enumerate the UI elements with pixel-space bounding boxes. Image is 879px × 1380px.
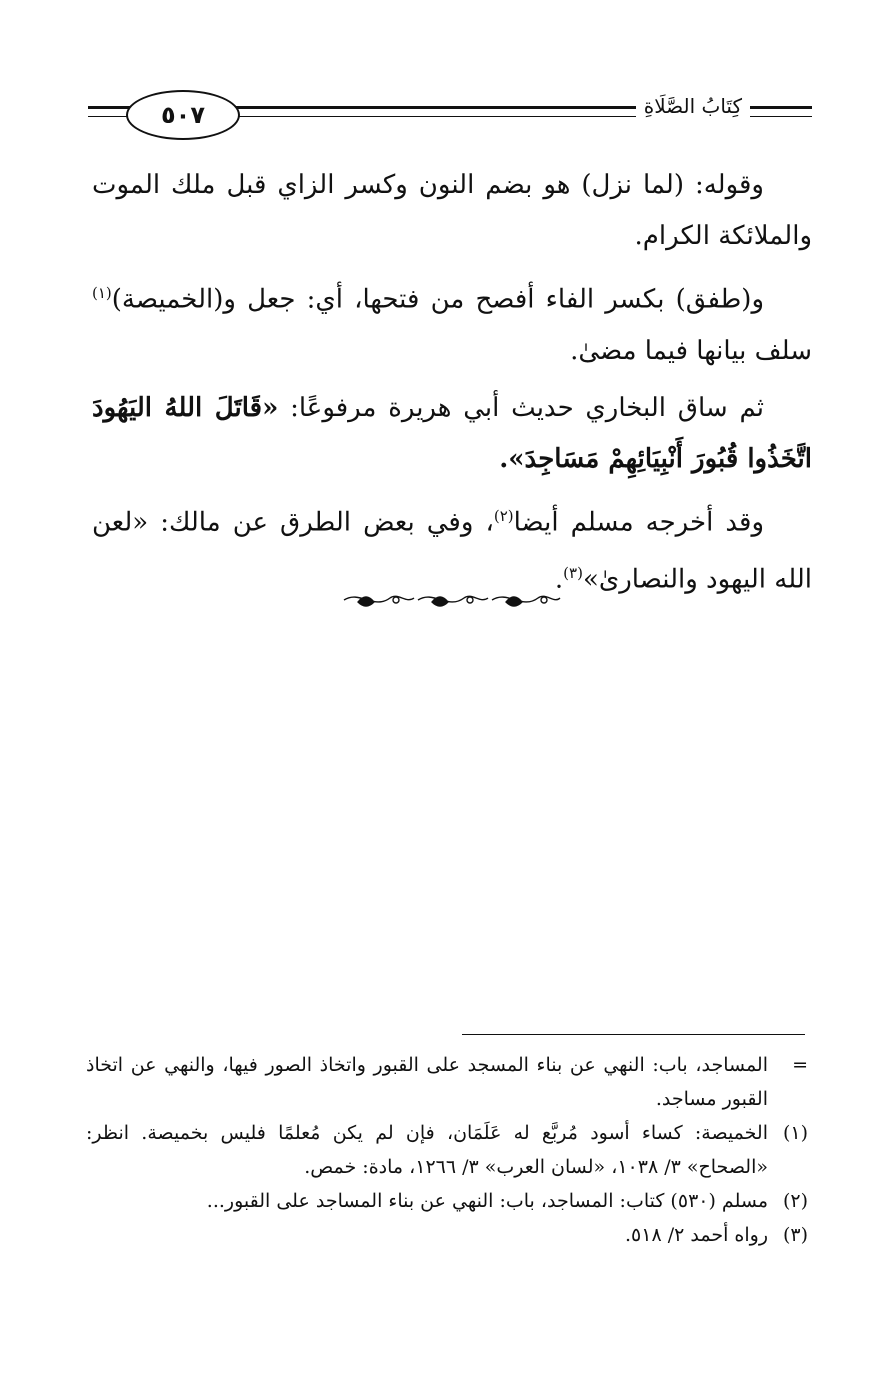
main-text xyxy=(92,160,812,612)
footnote-continued xyxy=(86,1048,808,1116)
footnote-1 xyxy=(86,1116,808,1184)
paragraph-3-text: ثم ساق البخاري حديث أبي هريرة مرفوعًا: xyxy=(278,392,764,423)
footnote-mark: = xyxy=(792,1054,808,1076)
footnotes xyxy=(86,1048,808,1252)
running-title: كِتَابُ الصَّلَاةِ xyxy=(636,94,750,118)
page-number: ٥٠٧ xyxy=(161,101,205,129)
page-header xyxy=(88,84,812,144)
hadith-quote: «قَاتَلَ اللهُ اليَهُودَ اتَّخَذُوا قُبُورَ أَنْبِيَائِهِمْ مَسَاجِدَ». xyxy=(92,392,812,474)
header-rule-left-top xyxy=(88,106,132,109)
footnote-mark: (١) xyxy=(782,1122,808,1144)
header-rule-right-bottom xyxy=(764,116,812,117)
paragraph-2-text: و(طفق) بكسر الفاء أفصح من فتحها، أي: جعل و(الخميصة) xyxy=(111,284,764,315)
footnote-text: الخميصة: كساء أسود مُربَّع له عَلَمَان، فإن لم يكن مُعلمًا فليس بخميصة. انظر: «الصحاح» ٣/ ١٠٣٨، «لسان العرب» ٣/ ١٢٦٦، مادة: خمص. xyxy=(86,1122,768,1178)
paragraph-2 xyxy=(92,268,812,377)
footnote-text: رواه أحمد ٢/ ٥١٨. xyxy=(625,1224,768,1246)
footnote-3 xyxy=(86,1218,808,1252)
footnote-text: المساجد، باب: النهي عن بناء المسجد على القبور واتخاذ الصور فيها، والنهي عن اتخاذ القبور مساجد. xyxy=(86,1054,768,1110)
footnote-separator xyxy=(462,1034,805,1035)
footnote-ref-3: (٣) xyxy=(563,564,583,583)
footnote-2 xyxy=(86,1184,808,1218)
footnote-text: مسلم (٥٣٠) كتاب: المساجد، باب: النهي عن بناء المساجد على القبور... xyxy=(206,1190,768,1212)
footnote-mark: (٣) xyxy=(782,1224,808,1246)
paragraph-4-end: . xyxy=(554,564,564,595)
paragraph-4-text-1: وقد أخرجه مسلم أيضا xyxy=(513,507,764,538)
paragraph-3 xyxy=(92,383,812,485)
paragraph-2-tail: سلف بيانها فيما مضىٰ. xyxy=(570,335,812,366)
page-number-oval xyxy=(126,90,240,140)
footnote-ref-1: (١) xyxy=(92,284,112,302)
footnote-ref-2: (٢) xyxy=(493,506,514,525)
footnote-mark: (٢) xyxy=(782,1190,808,1212)
ornament-divider xyxy=(340,584,564,614)
paragraph-1: وقوله: (لما نزل) هو بضم النون وكسر الزاي قبل ملك الموت والملائكة الكرام. xyxy=(92,170,812,251)
paragraph-4-text-2: ، وفي بعض الطرق عن مالك: «لعن الله اليهود والنصارىٰ» xyxy=(92,507,812,595)
